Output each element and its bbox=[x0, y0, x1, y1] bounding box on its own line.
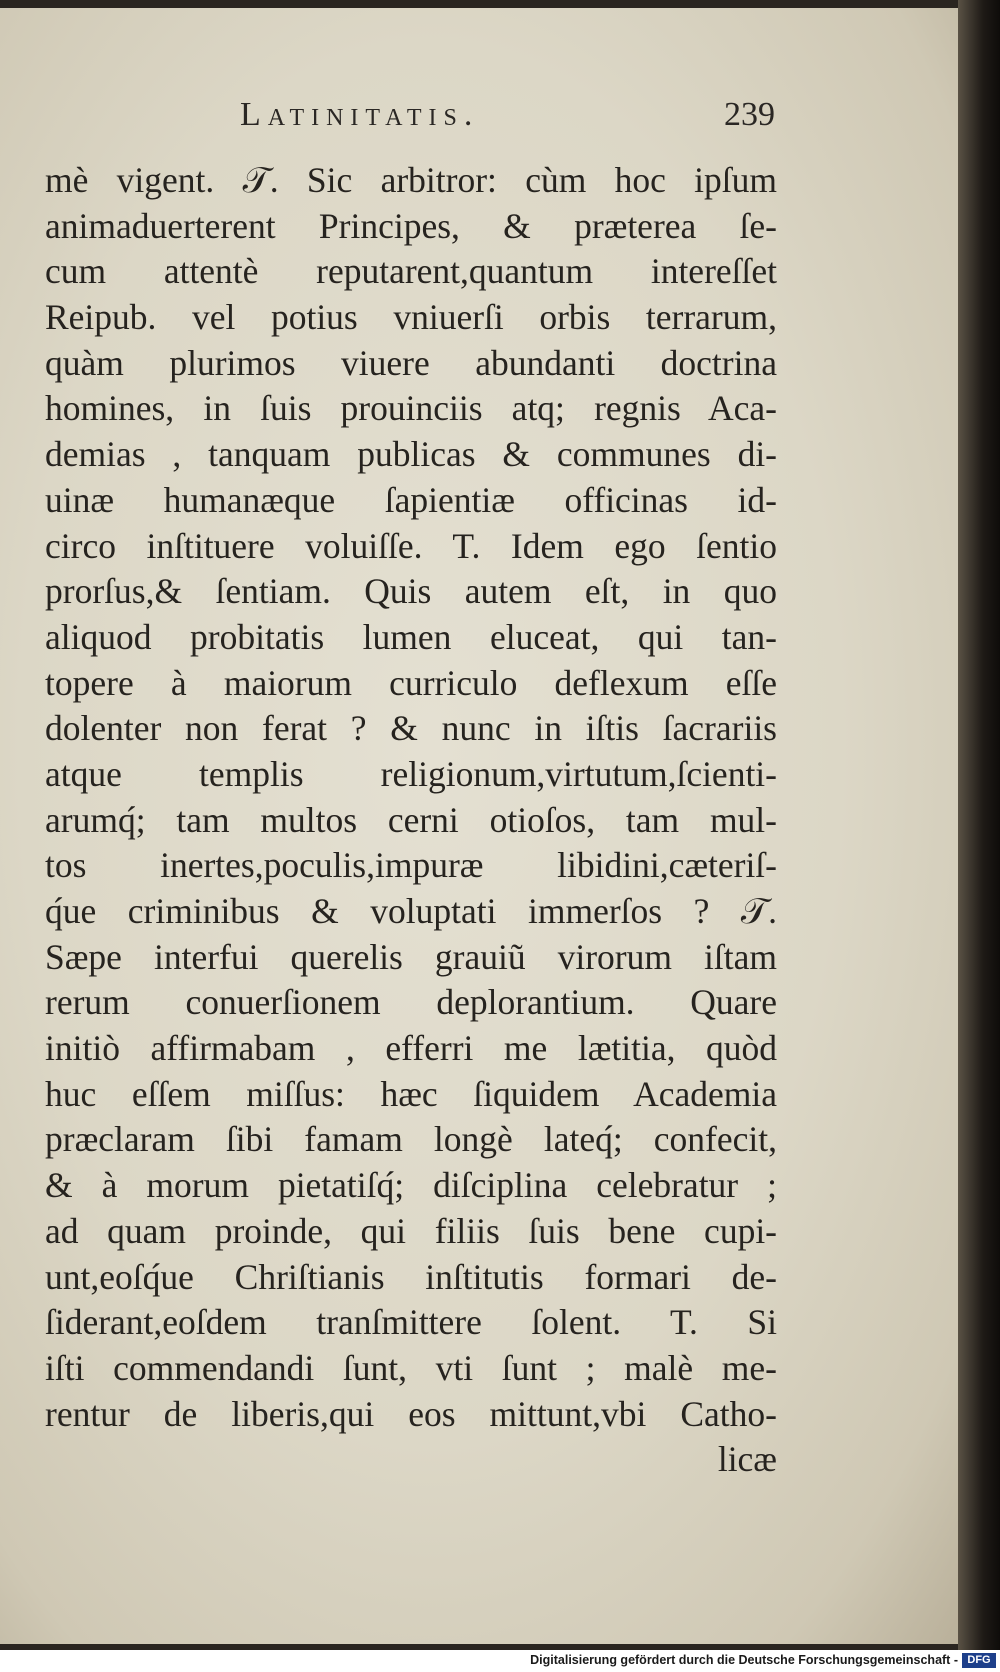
text-line: iſti commendandi ſunt, vti ſunt ; malè me- bbox=[45, 1347, 777, 1388]
text-line: prorſus,& ſentiam. Quis autem eſt, in quo bbox=[45, 571, 777, 612]
text-line: huc eſſem miſſus: hæc ſiquidem Academia bbox=[45, 1073, 777, 1114]
text-line: initiò affirmabam , efferri me lætitia, quòd bbox=[45, 1028, 777, 1069]
text-line: dolenter non ferat ? & nunc in iſtis ſacrariis bbox=[45, 708, 777, 749]
text-line: unt,eoſq́ue Chriſtianis inſtitutis formari de- bbox=[45, 1256, 777, 1297]
text-line: præclaram ſibi famam longè lateq́; confecit, bbox=[45, 1119, 777, 1160]
text-line: quàm plurimos viuere abundanti doctrina bbox=[45, 342, 777, 383]
text-line: mè vigent. 𝒯. Sic arbitror: cùm hoc ipſum bbox=[45, 160, 777, 200]
text-line: arumq́; tam multos cerni otioſos, tam mul- bbox=[45, 799, 777, 840]
text-line: & à morum pietatiſq́; diſciplina celebratur ; bbox=[45, 1165, 777, 1206]
book-edge-shadow bbox=[958, 0, 1000, 1650]
text-line: ad quam proinde, qui filiis ſuis bene cupi- bbox=[45, 1210, 777, 1251]
book-page bbox=[0, 8, 964, 1644]
text-line: atque templis religionum,virtutum,ſcienti- bbox=[45, 753, 777, 794]
text-line: Sæpe interfui querelis grauiũ virorum iſtam bbox=[45, 936, 777, 977]
text-line: Reipub. vel potius vniuerſi orbis terrarum, bbox=[45, 297, 777, 338]
text-line: cum attentè reputarent,quantum intereſſet bbox=[45, 251, 777, 292]
text-line: uinæ humanæque ſapientiæ officinas id- bbox=[45, 479, 777, 520]
text-line: homines, in ſuis prouinciis atq; regnis Aca- bbox=[45, 388, 777, 429]
text-line: aliquod probitatis lumen eluceat, qui tan- bbox=[45, 616, 777, 657]
page-body-text bbox=[45, 158, 777, 1483]
text-line: demias , tanquam publicas & communes di- bbox=[45, 434, 777, 475]
text-line: licæ bbox=[717, 1439, 777, 1480]
text-line: tos inertes,poculis,impuræ libidini,cæteriſ- bbox=[45, 845, 777, 886]
text-line: circo inſtituere voluiſſe. T. Idem ego ſentio bbox=[45, 525, 777, 566]
text-line: rerum conuerſionem deplorantium. Quare bbox=[45, 982, 777, 1023]
page-number: 239 bbox=[724, 96, 775, 133]
text-line: rentur de liberis,qui eos mittunt,vbi Catho- bbox=[45, 1393, 777, 1434]
text-line: ſiderant,eoſdem tranſmittere ſolent. T. Si bbox=[45, 1302, 777, 1343]
text-line: q́ue criminibus & voluptati immerſos ? 𝒯. bbox=[45, 891, 777, 931]
footer-credit: Digitalisierung gefördert durch die Deutsche Forschungsgemeinschaft - bbox=[530, 1653, 958, 1667]
text-line: topere à maiorum curriculo deflexum eſſe bbox=[45, 662, 777, 703]
running-title: Latinitatis. bbox=[240, 96, 480, 133]
text-line: animaduerterent Principes, & præterea ſe- bbox=[45, 205, 777, 246]
page-header bbox=[45, 96, 775, 140]
dfg-logo: DFG bbox=[962, 1653, 996, 1668]
footer-bar bbox=[0, 1650, 1000, 1672]
